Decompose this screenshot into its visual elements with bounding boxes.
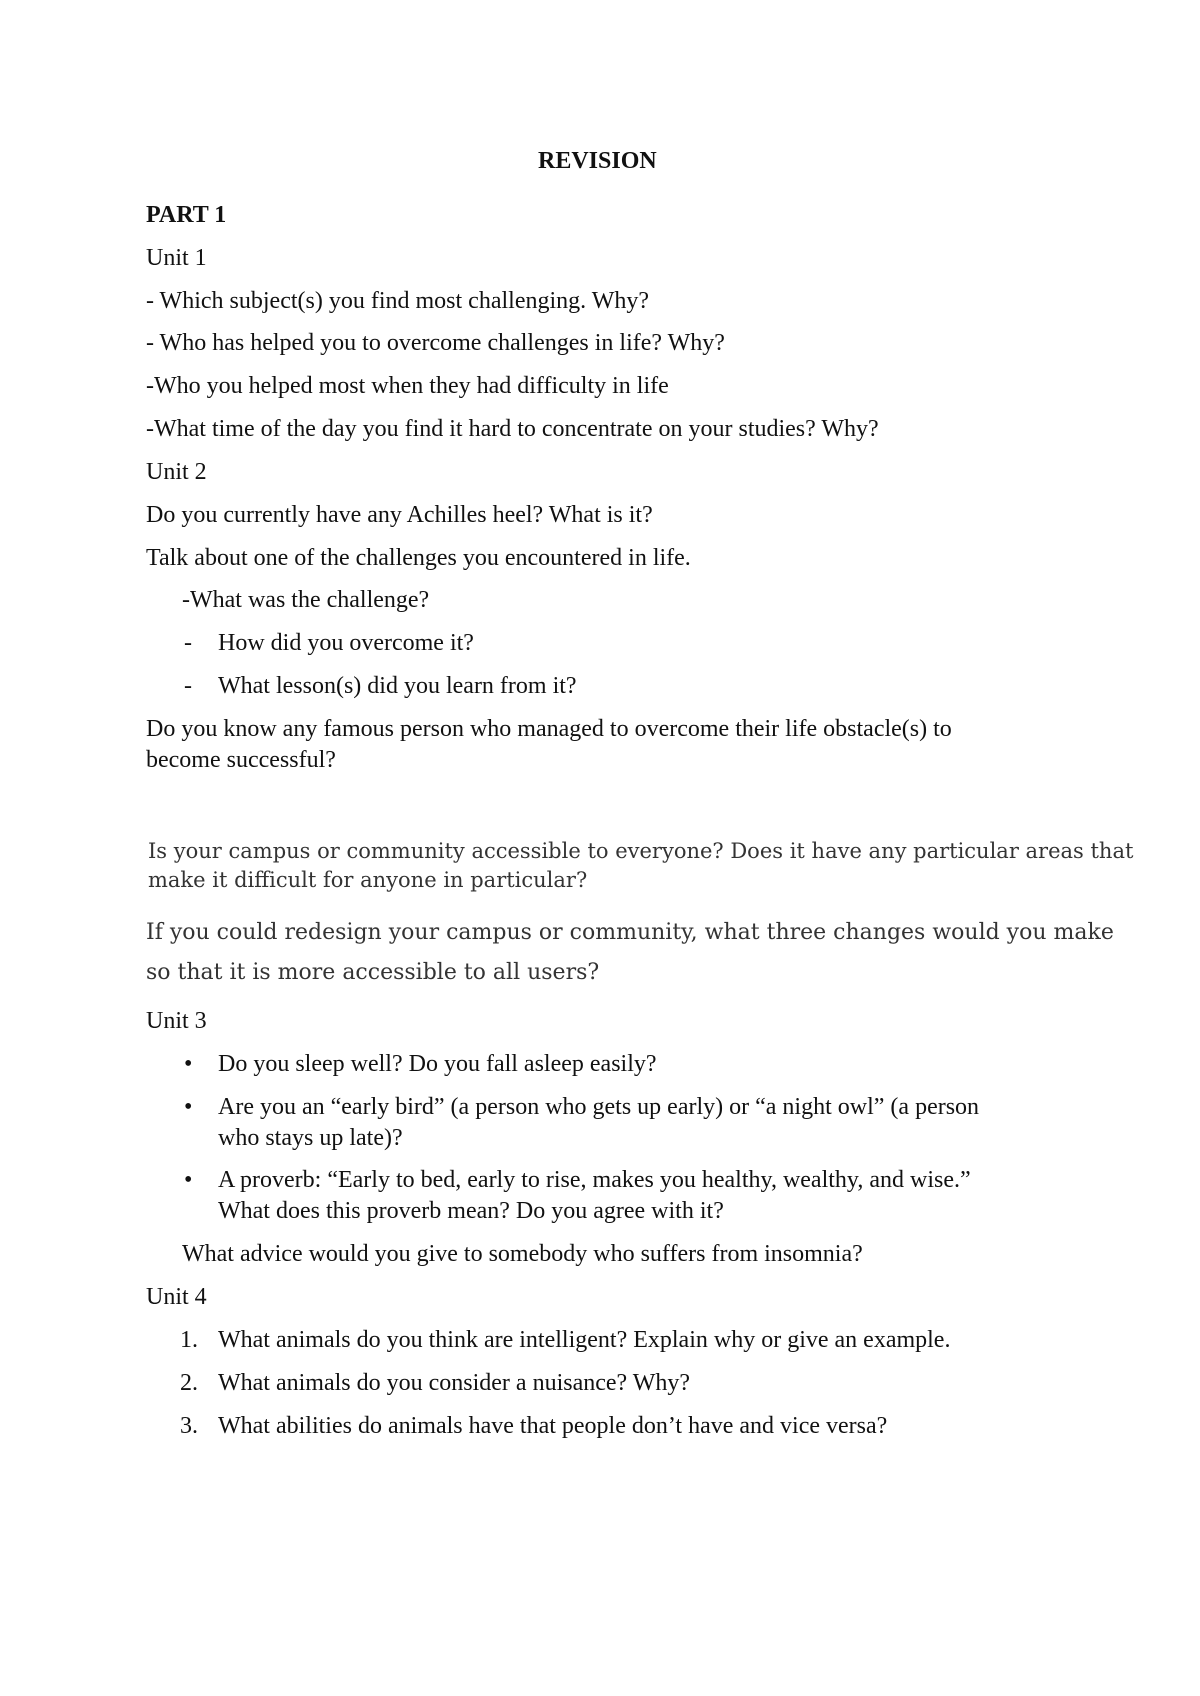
unit1-line: - Who has helped you to overcome challenges in life? Why? (146, 330, 725, 356)
unit3-bullet: who stays up late)? (218, 1125, 403, 1151)
unit3-heading: Unit 3 (146, 1008, 207, 1034)
list-number: 1. (180, 1327, 198, 1353)
unit2-subquestion: -What was the challenge? (182, 587, 430, 613)
document-title: REVISION (538, 148, 657, 174)
scanned-question: Is your campus or community accessible to everyone? Does it have any particular areas that (148, 839, 1134, 863)
unit1-line: -What time of the day you find it hard to concentrate on your studies? Why? (146, 416, 879, 442)
unit2-subquestion: How did you overcome it? (218, 630, 474, 656)
unit2-subquestion: What lesson(s) did you learn from it? (218, 673, 577, 699)
unit1-heading: Unit 1 (146, 245, 207, 271)
dash-marker: - (184, 630, 192, 656)
unit3-bullet: Are you an “early bird” (a person who gets up early) or “a night owl” (a person (218, 1094, 980, 1120)
unit4-question: What animals do you consider a nuisance? Why? (218, 1370, 691, 1396)
scanned-question: make it difficult for anyone in particular? (148, 868, 588, 892)
unit3-bullet: What does this proverb mean? Do you agree with it? (218, 1198, 724, 1224)
unit2-question: Do you know any famous person who managed to overcome their life obstacle(s) to (146, 716, 952, 742)
unit4-question: What abilities do animals have that people don’t have and vice versa? (218, 1413, 888, 1439)
bullet-marker: • (184, 1051, 193, 1077)
unit2-question: Talk about one of the challenges you encountered in life. (146, 545, 691, 571)
dash-marker: - (184, 673, 192, 699)
unit3-advice: What advice would you give to somebody who suffers from insomnia? (182, 1241, 863, 1267)
unit2-question: Do you currently have any Achilles heel? What is it? (146, 502, 653, 528)
unit2-question: become successful? (146, 747, 336, 773)
unit2-heading: Unit 2 (146, 459, 207, 485)
unit4-question: What animals do you think are intelligent? Explain why or give an example. (218, 1327, 951, 1353)
unit1-line: -Who you helped most when they had difficulty in life (146, 373, 669, 399)
bullet-marker: • (184, 1167, 193, 1193)
unit1-line: - Which subject(s) you find most challenging. Why? (146, 288, 650, 314)
part-heading: PART 1 (146, 202, 227, 228)
scanned-question: so that it is more accessible to all users? (146, 960, 600, 985)
list-number: 3. (180, 1413, 198, 1439)
unit3-bullet: Do you sleep well? Do you fall asleep easily? (218, 1051, 657, 1077)
bullet-marker: • (184, 1094, 193, 1120)
scanned-question: If you could redesign your campus or community, what three changes would you make (146, 920, 1114, 945)
unit3-bullet: A proverb: “Early to bed, early to rise, makes you healthy, wealthy, and wise.” (218, 1167, 971, 1193)
unit4-heading: Unit 4 (146, 1284, 207, 1310)
list-number: 2. (180, 1370, 198, 1396)
